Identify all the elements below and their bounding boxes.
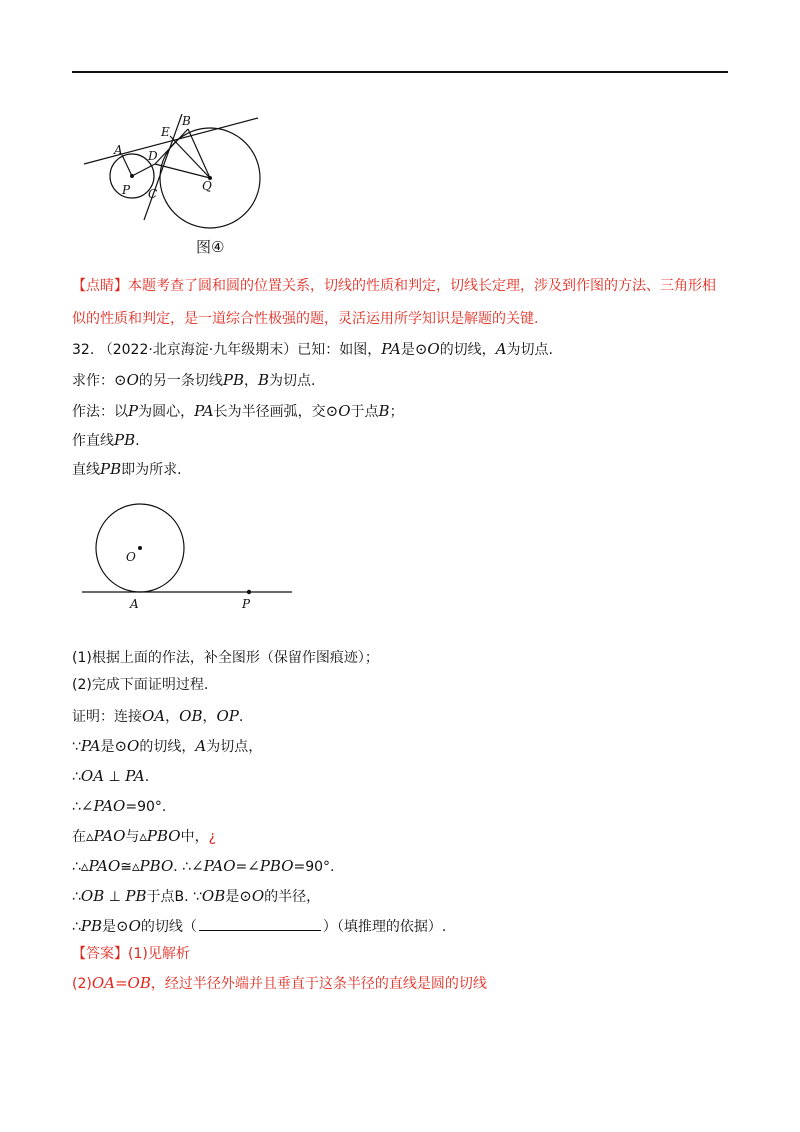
header-rule [72,71,728,73]
label-d: D [148,149,158,163]
label-p: P [122,183,131,197]
segment-pa [122,155,132,176]
proof-line-1: 证明：连接OA，OB，OP. [72,707,244,725]
answer-blank[interactable] [199,917,321,931]
label-q: Q [202,179,212,193]
proof-line-6: ∴▵PAO≅▵PBO. ∴∠PAO=∠PBO=90°. [72,857,335,875]
proof-line-3: ∴OA ⊥ PA. [72,767,150,785]
zuofa-line: 作法：以P为圆心，PA长为半径画弧，交⊙O于点B； [72,402,404,420]
segment-pd [132,164,155,176]
label-o: O [126,550,136,564]
qiuzuo-line: 求作：⊙O的另一条切线PB，B为切点. [72,371,316,389]
dianjing-tag: 【点睛】 [72,278,128,294]
label-e: E [161,125,170,139]
label-b: B [182,114,191,128]
answer-tag: 【答案】 [72,946,128,962]
part-2: (2)完成下面证明过程. [72,677,209,693]
zuozhixian-line: 作直线PB. [72,431,140,449]
point-p [130,174,134,178]
proof-line-7: ∴OB ⊥ PB于点B. ∵OB是⊙O的半径， [72,887,321,905]
segment-db [155,129,188,164]
proof-line-2: ∵PA是⊙O的切线，A为切点， [72,737,263,755]
label-c: C [148,187,158,201]
problem-stem: 32. （2022·北京海淀·九年级期末）已知：如图，PA是⊙O的切线，A为切点. [72,340,553,358]
proof-line-4: ∴∠PAO=90°. [72,797,167,815]
proof-line-5: 在▵PAO与▵PBO中，¿ [72,827,217,845]
center-point-o [138,546,142,550]
label-a32: A [130,597,139,611]
dianjing-line-1: 【点睛】本题考查了圆和圆的位置关系，切线的性质和判定，切线长定理，涉及到作图的方法、三角形相 [72,278,716,294]
figure-4-diagram [78,112,278,232]
zhixian-line: 直线PB即为所求. [72,460,182,478]
point-p-dot [247,590,251,594]
label-p32: P [242,597,251,611]
common-tangent-line [84,118,258,164]
garbled-glyph: ¿ [208,829,217,845]
segment-bq [188,129,210,178]
dianjing-line-2: 似的性质和判定，是一道综合性极强的题，灵活运用所学知识是解题的关键. [72,311,539,327]
label-a: A [114,143,123,157]
answer-line-1: 【答案】(1)见解析 [72,946,190,962]
proof-line-8: ∴PB是⊙O的切线（ ）（填推理的依据）. [72,917,447,935]
part-1: (1)根据上面的作法，补全图形（保留作图痕迹）； [72,650,379,666]
answer-line-2: (2)OA=OB，经过半径外端并且垂直于这条半径的直线是圆的切线 [72,974,487,992]
figure-4-caption: 图④ [196,238,225,256]
segment-dq [155,164,210,178]
figure-32-diagram [78,500,298,612]
